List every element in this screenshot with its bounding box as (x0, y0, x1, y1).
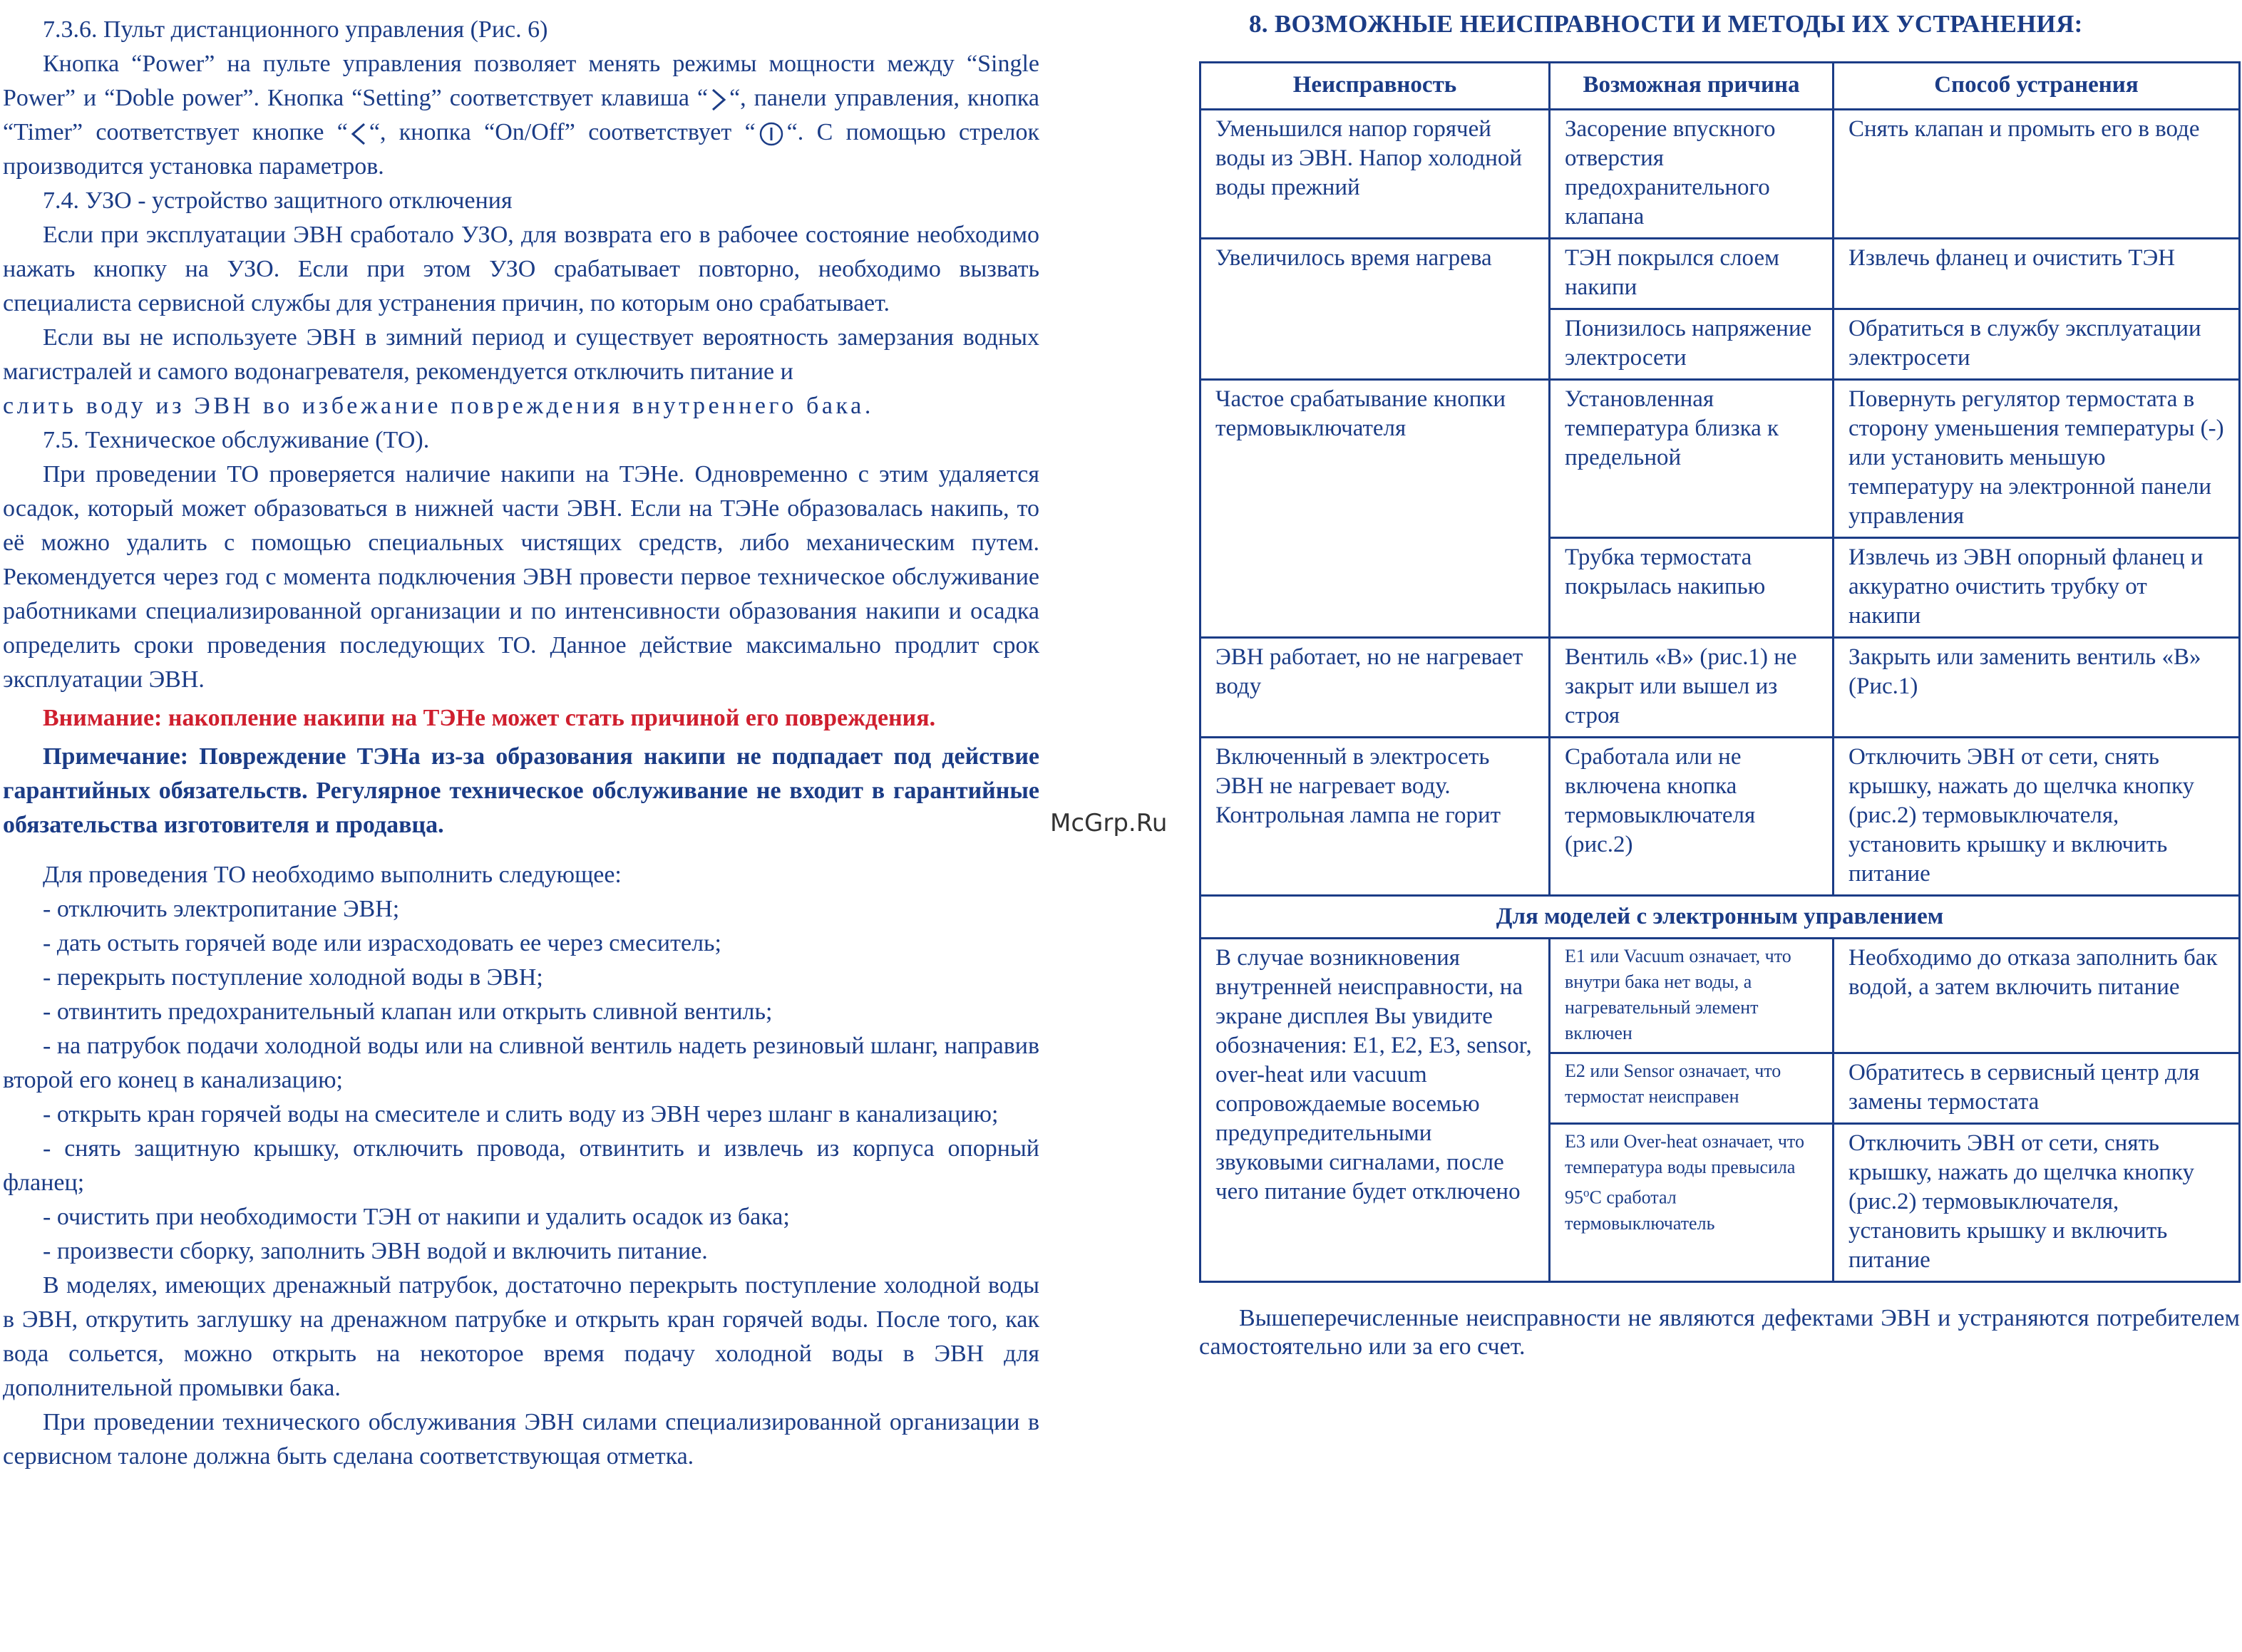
remote-control-paragraph (3, 47, 1039, 184)
step-item: - отключить электропитание ЭВН; (43, 896, 400, 922)
fix-cell: Обратитесь в сервисный центр для замены термостата (1834, 1053, 2240, 1124)
table-row (1200, 380, 2240, 538)
cause-cell: Вентиль «В» (рис.1) не закрыт или вышел из строя (1550, 638, 1834, 738)
cause-cell: ТЭН покрылся слоем накипи (1550, 239, 1834, 309)
winter-paragraph: Если вы не используете ЭВН в зимний период и существует вероятность замерзания водных магистралей и самого водонагревателя, рекомендуется отключить питание и (3, 324, 1039, 385)
steps-intro: Для проведения ТО необходимо выполнить следующее: (43, 862, 622, 888)
fix-cell: Извлечь из ЭВН опорный фланец и аккуратно очистить трубку от накипи (1834, 538, 2240, 638)
degree-superscript: о (1583, 1186, 1590, 1199)
remote-text-3: “, кнопка “On/Off” соответствует “ (369, 119, 756, 145)
cause-cell: Трубка термостата покрылась накипью (1550, 538, 1834, 638)
fix-cell: Повернуть регулятор термостата в сторону уменьшения температуры (-) или установить меньшую температуру на электронной панели управления (1834, 380, 2240, 538)
fault-cell: Частое срабатывание кнопки термовыключателя (1200, 380, 1550, 638)
fix-cell: Необходимо до отказа заполнить бак водой, а затем включить питание (1834, 939, 2240, 1053)
fix-cell: Обратиться в службу эксплуатации электросети (1834, 309, 2240, 380)
step-item: - открыть кран горячей воды на смесителе и слить воду из ЭВН через шланг в канализацию; (43, 1101, 999, 1127)
fix-cell: Отключить ЭВН от сети, снять крышку, нажать до щелчка кнопку (рис.2) термовыключателя, установить крышку и включить питание (1834, 738, 2240, 896)
fix-cell: Снять клапан и промыть его в воде (1834, 110, 2240, 239)
winter-paragraph-last-line: слить воду из ЭВН во избежание повреждения внутреннего бака. (3, 393, 874, 419)
remote-text-2: “, панели управления, кнопка “Timer” соответствует кнопке “ (3, 85, 1039, 145)
table-header-row (1200, 63, 2240, 110)
remote-text-1: Кнопка “Power” на пульте управления позволяет менять режимы мощности между “Single Power” и “Doble power”. Кнопка “Setting” соответствует клавиша “ (3, 51, 1039, 111)
power-button-icon (759, 121, 784, 147)
section-7-4-heading: 7.4. УЗО - устройство защитного отключения (43, 187, 513, 214)
section-8-title: 8. ВОЗМОЖНЫЕ НЕИСПРАВНОСТИ И МЕТОДЫ ИХ УСТРАНЕНИЯ: (1249, 10, 2083, 38)
cause-cell: Засорение впускного отверстия предохранительного клапана (1550, 110, 1834, 239)
uzo-paragraph: Если при эксплуатации ЭВН сработало УЗО, для возврата его в рабочее состояние необходимо нажать кнопку на УЗО. Если при этом УЗО срабатывает повторно, необходимо вызвать специалиста сервисной службы для устранения причин, по которым оно срабатывает. (3, 222, 1039, 316)
step-item: - снять защитную крышку, отключить провода, отвинтить и извлечь из корпуса опорный фланец; (3, 1135, 1039, 1196)
step-item: - перекрыть поступление холодной воды в ЭВН; (43, 964, 543, 991)
fix-cell: Закрыть или заменить вентиль «В» (Рис.1) (1834, 638, 2240, 738)
section-7-3-6-heading: 7.3.6. Пульт дистанционного управления (Рис. 6) (43, 16, 548, 43)
table-row (1200, 638, 2240, 738)
table-subheader-row (1200, 896, 2240, 939)
step-item: - дать остыть горячей воде или израсходовать ее через смеситель; (43, 930, 721, 956)
table-row (1200, 738, 2240, 896)
warning-text: Внимание: накопление накипи на ТЭНе может стать причиной его повреждения. (43, 705, 936, 731)
drain-paragraph: В моделях, имеющих дренажный патрубок, достаточно перекрыть поступление холодной воды в ЭВН, открутить заглушку на дренажном патрубке и открыть кран горячей воды. После того, как вода сольется, можно открыть на некоторое время подачу холодной воды в ЭВН для дополнительной промывки бака. (3, 1272, 1039, 1401)
cause-cell: E2 или Sensor означает, что термостат неисправен (1550, 1053, 1834, 1124)
footer-note: Вышеперечисленные неисправности не являются дефектами ЭВН и устраняются потребителем самостоятельно или за его счет. (1199, 1305, 2240, 1360)
right-column (1199, 10, 2240, 1385)
fault-cell: ЭВН работает, но не нагревает воду (1200, 638, 1550, 738)
header-cause: Возможная причина (1550, 63, 1834, 110)
electronic-models-header: Для моделей с электронным управлением (1200, 896, 2240, 939)
service-paragraph: При проведении технического обслуживания ЭВН силами специализированной организации в сервисном талоне должна быть сделана соответствующая отметка. (3, 1409, 1039, 1470)
table-row (1200, 939, 2240, 1053)
header-fault: Неисправность (1200, 63, 1550, 110)
left-column (3, 13, 1039, 1474)
fault-cell: Увеличилось время нагрева (1200, 239, 1550, 380)
note-text: Примечание: Повреждение ТЭНа из-за образования накипи не подпадает под действие гарантийных обязательств. Регулярное техническое обслуживание не входит в гарантийные обязательства изготовителя и продавца. (3, 743, 1039, 838)
section-7-5-heading: 7.5. Техническое обслуживание (ТО). (43, 427, 430, 453)
cause-cell: E1 или Vacuum означает, что внутри бака нет воды, а нагревательный элемент включен (1550, 939, 1834, 1053)
cause-cell: Понизилось напряжение электросети (1550, 309, 1834, 380)
cause-cell: Сработала или не включена кнопка термовыключателя (рис.2) (1550, 738, 1834, 896)
fault-cell: Уменьшился напор горячей воды из ЭВН. Напор холодной воды прежний (1200, 110, 1550, 239)
cause-cell: Установленная температура близка к предельной (1550, 380, 1834, 538)
step-item: - на патрубок подачи холодной воды или на сливной вентиль надеть резиновый шланг, направив второй его конец в канализацию; (3, 1033, 1039, 1093)
chevron-right-icon (711, 88, 726, 112)
fault-cell: Включенный в электросеть ЭВН не нагревает воду. Контрольная лампа не горит (1200, 738, 1550, 896)
step-item: - отвинтить предохранительный клапан или открыть сливной вентиль; (43, 998, 773, 1025)
cause-cell (1550, 1124, 1834, 1282)
fix-cell: Отключить ЭВН от сети, снять крышку, нажать до щелчка кнопку (рис.2) термовыключателя, установить крышку и включить питание (1834, 1124, 2240, 1282)
e3-cause-text: E3 или Over-heat означает, что температура воды превысила 95 (1565, 1131, 1804, 1208)
watermark: McGrp.Ru (1050, 809, 1168, 837)
table-row (1200, 239, 2240, 309)
remote-text-4: “. С помощью стрелок производится установка параметров. (3, 119, 1040, 180)
maintenance-paragraph: При проведении ТО проверяется наличие накипи на ТЭНе. Одновременно с этим удаляется осадок, который может образоваться в нижней части ЭВН. Если на ТЭНе образовалась накипь, то её можно удалить с помощью специальных чистящих средств, либо механическим путем. Рекомендуется через год с момента подключения ЭВН провести первое техническое обслуживание работниками специализированной организации и по интенсивности образования накипи и осадка определить сроки проведения последующих ТО. Данное действие максимально продлит срок эксплуатации ЭВН. (3, 461, 1039, 693)
table-row (1200, 110, 2240, 239)
header-fix: Способ устранения (1834, 63, 2240, 110)
step-item: - очистить при необходимости ТЭН от накипи и удалить осадок из бака; (43, 1204, 790, 1230)
fix-cell: Извлечь фланец и очистить ТЭН (1834, 239, 2240, 309)
fault-cell: В случае возникновения внутренней неисправности, на экране дисплея Вы увидите обозначения: Е1, Е2, Е3, sensor, over-heat или vacuum сопровождаемые восемью предупредительными звуковыми сигналами, после чего питание будет отключено (1200, 939, 1550, 1282)
troubleshooting-table (1199, 61, 2241, 1283)
chevron-left-icon (351, 122, 366, 146)
step-item: - произвести сборку, заполнить ЭВН водой и включить питание. (43, 1238, 708, 1264)
e3-cause-text-end: С сработал термовыключатель (1565, 1187, 1715, 1234)
